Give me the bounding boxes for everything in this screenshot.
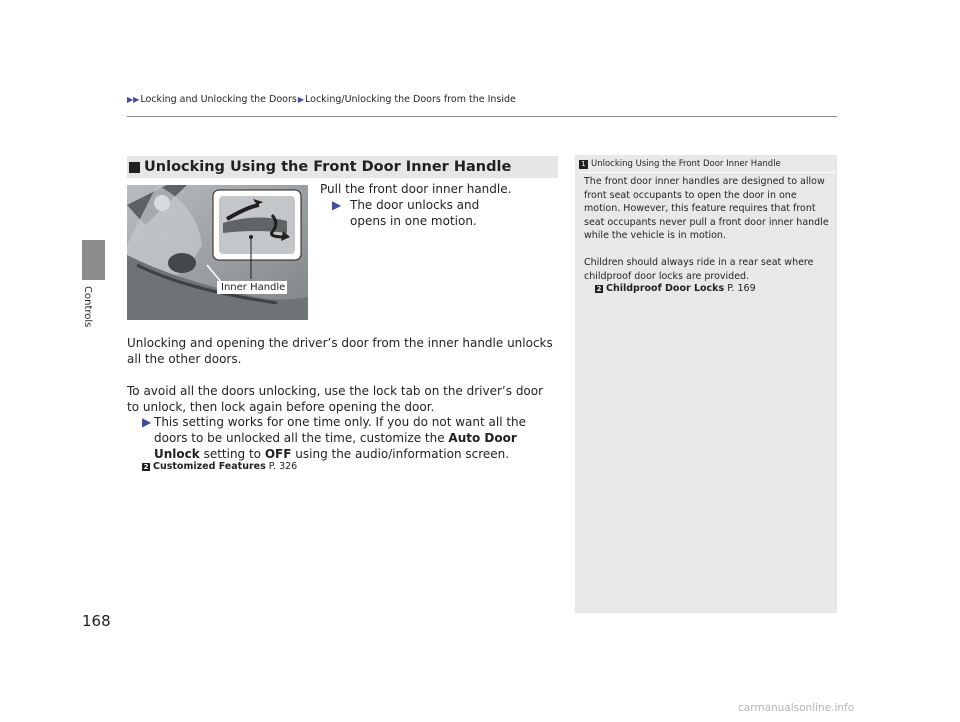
sidebar-note	[575, 155, 837, 613]
section-header	[127, 156, 558, 178]
sidebar-text-children: Children should always ride in a rear seat where childproof door locks are provided.	[584, 257, 814, 282]
reference-icon: 2	[143, 462, 149, 471]
chapter-label	[83, 286, 103, 346]
header-divider	[127, 116, 837, 117]
sidebar-divider	[579, 172, 835, 173]
step-instruction	[320, 181, 511, 229]
section-title: Unlocking Using the Front Door Inner Handle	[144, 159, 512, 175]
breadcrumb-item[interactable]: Locking/Unlocking the Doors from the Inside	[305, 94, 516, 105]
step-result	[332, 197, 511, 229]
breadcrumb-arrow-icon: ▶	[297, 95, 305, 104]
breadcrumb-arrow-icon: ▶▶	[127, 95, 140, 104]
square-bullet-icon	[129, 162, 140, 173]
reference-icon: 2	[596, 284, 602, 293]
inner-handle-label: Inner Handle	[221, 282, 286, 293]
paragraph-unlock-all: Unlocking and opening the driver’s door from the inner handle unlocks all the other doors.	[127, 336, 553, 366]
step-result-text: The door unlocks and opens in one motion.	[350, 198, 480, 228]
watermark: carmanualsonline.info	[738, 702, 855, 714]
note-text-after: using the audio/information screen.	[291, 447, 510, 461]
door-handle-illustration	[127, 185, 308, 320]
note-text-before: This setting works for one time only. If you do not want all the doors to be unlocked all the time, customize the	[154, 415, 527, 445]
sidebar-header	[579, 159, 781, 169]
xref-title[interactable]: Customized Features	[153, 461, 266, 472]
xref-childproof-door-locks[interactable]	[595, 283, 756, 294]
note-arrow-icon: ▶	[142, 415, 152, 429]
paragraph-avoid-unlock: To avoid all the doors unlocking, use the lock tab on the driver’s door to unlock, then lock again before opening the door.	[127, 384, 544, 414]
xref-customized-features[interactable]	[142, 461, 297, 472]
page-number: 168	[82, 612, 111, 630]
door-handle-photo	[127, 185, 308, 320]
setting-note	[142, 414, 557, 462]
breadcrumb	[127, 94, 516, 105]
sidebar-xref-title[interactable]: Childproof Door Locks	[606, 283, 725, 294]
sidebar-title: Unlocking Using the Front Door Inner Handle	[591, 159, 781, 169]
note-text-middle: setting to	[199, 447, 265, 461]
sidebar-text-design: The front door inner handles are designed to allow front seat occupants to open the door in one motion. However, this feature requires that front seat occupants never pull a front door inner handle while the vehicle is in motion.	[584, 176, 829, 241]
chapter-tab[interactable]	[82, 240, 105, 280]
setting-value: OFF	[264, 447, 292, 461]
xref-page[interactable]: P. 326	[268, 461, 298, 472]
note-badge-icon: 1	[579, 160, 588, 169]
chapter-label-text: Controls	[82, 286, 93, 328]
setting-name: Auto Door Unlock	[154, 431, 517, 461]
result-arrow-icon: ▶	[332, 198, 342, 212]
breadcrumb-item[interactable]: Locking and Unlocking the Doors	[140, 94, 297, 105]
sidebar-xref-page[interactable]: P. 169	[727, 283, 756, 294]
step-text: Pull the front door inner handle.	[320, 182, 512, 196]
